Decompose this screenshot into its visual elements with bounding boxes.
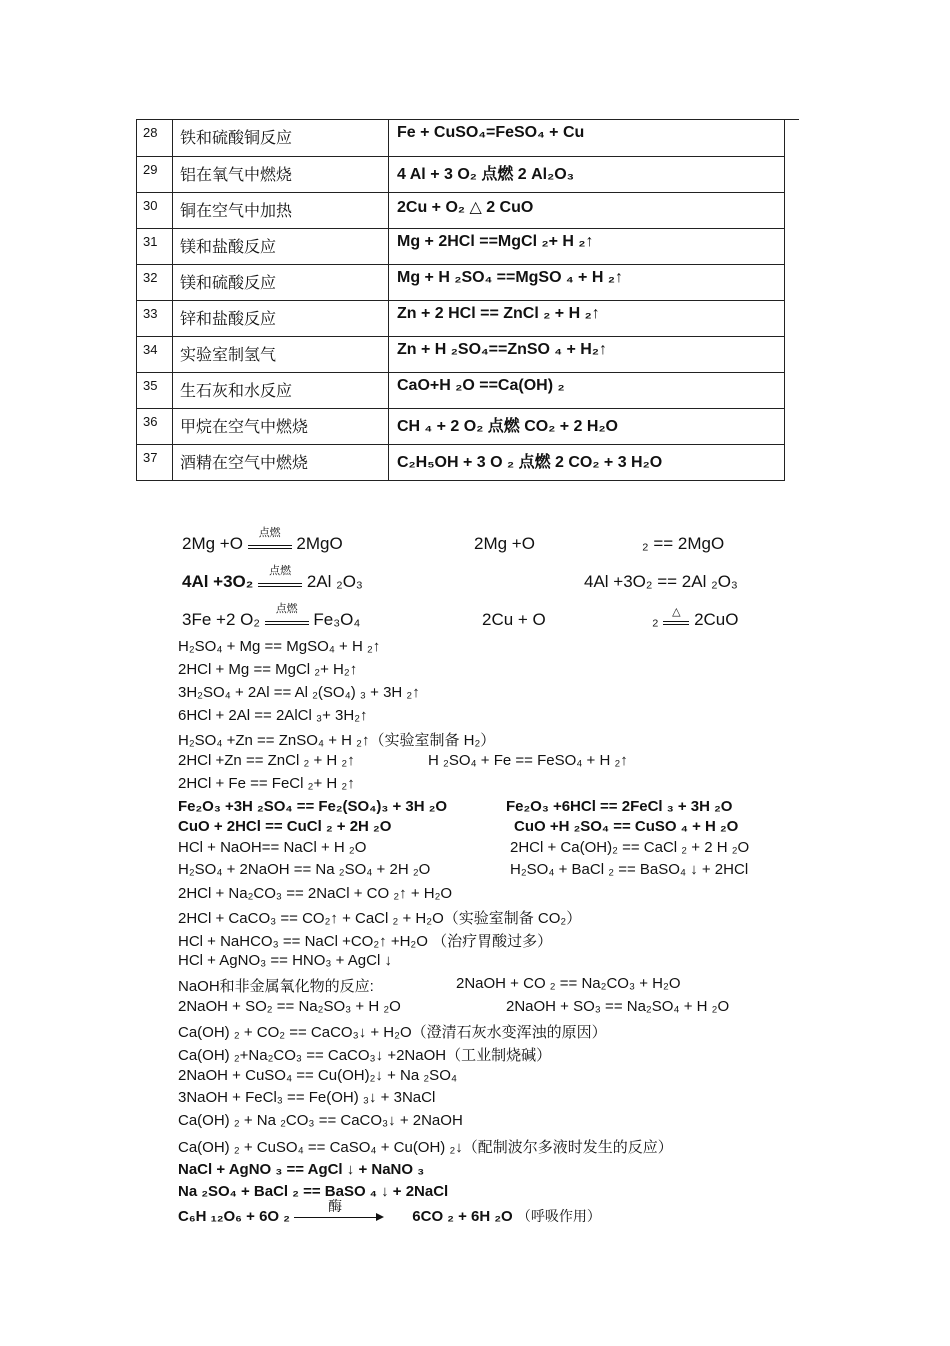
extra-cell [785, 228, 800, 264]
eq-line: 2HCl + Fe == FeCl ₂+ H ₂↑ [178, 775, 355, 792]
table-row [137, 408, 800, 444]
reaction-arrow [294, 1217, 382, 1218]
reaction-table [136, 119, 799, 481]
reaction-equation: 2Cu + O₂ △ 2 CuO [389, 192, 785, 228]
eq-line: H ₂SO₄ + Fe == FeSO₄ + H ₂↑ [428, 752, 628, 769]
eq-line: H₂SO₄ + BaCl ₂ == BaSO₄ ↓ + 2HCl [510, 861, 749, 878]
reaction-name: 铜在空气中加热 [173, 192, 389, 228]
extra-cell [785, 444, 800, 480]
eq-line: 3H₂SO₄ + 2Al == Al ₂(SO₄) ₃ + 3H ₂↑ [178, 684, 420, 701]
reaction-name: 甲烷在空气中燃烧 [173, 408, 389, 444]
extra-cell [785, 408, 800, 444]
reaction-equation: CH ₄ + 2 O₂ 点燃 CO₂ + 2 H₂O [389, 408, 785, 444]
eq-line: 2NaOH + CuSO₄ == Cu(OH)₂↓ + Na ₂SO₄ [178, 1067, 457, 1084]
table-row [137, 192, 800, 228]
extra-cell [785, 336, 800, 372]
reaction-equation: C₂H₅OH + 3 O ₂ 点燃 2 CO₂ + 3 H₂O [389, 444, 785, 480]
eq-line: NaCl + AgNO ₃ == AgCl ↓ + NaNO ₃ [178, 1161, 425, 1178]
reaction-equation: Mg + 2HCl ==MgCl ₂+ H ₂↑ [389, 228, 785, 264]
eq-line: H₂SO₄ +Zn == ZnSO₄ + H ₂↑（实验室制备 H₂） [178, 732, 496, 749]
extra-cell [785, 372, 800, 408]
table-row [137, 300, 800, 336]
table-row [137, 228, 800, 264]
eq-line: 2NaOH + SO₂ == Na₂SO₃ + H ₂O [178, 998, 401, 1015]
row-number: 29 [137, 156, 173, 192]
table-row [137, 120, 800, 157]
extra-cell [785, 156, 800, 192]
row-number: 35 [137, 372, 173, 408]
table-row [137, 372, 800, 408]
eq-line: CuO + 2HCl == CuCl ₂ + 2H ₂O [178, 818, 392, 835]
eq-line: 2HCl +Zn == ZnCl ₂ + H ₂↑ [178, 752, 355, 769]
row-number: 34 [137, 336, 173, 372]
row-number: 32 [137, 264, 173, 300]
reaction-name: 实验室制氢气 [173, 336, 389, 372]
reaction-name: 锌和盐酸反应 [173, 300, 389, 336]
eq-line: HCl + NaOH== NaCl + H ₂O [178, 839, 367, 856]
eq-line: 2NaOH + SO₃ == Na₂SO₄ + H ₂O [506, 998, 730, 1015]
heat-condition: △ [672, 606, 681, 618]
reaction-equation: Mg + H ₂SO₄ ==MgSO ₄ + H ₂↑ [389, 264, 785, 300]
eq-line: 2HCl + CaCO₃ == CO₂↑ + CaCl ₂ + H₂O（实验室制备 CO₂） [178, 910, 582, 927]
row-number: 30 [137, 192, 173, 228]
enzyme-condition: 酶 [328, 1199, 343, 1215]
eq-line: 2HCl + Na₂CO₃ == 2NaCl + CO ₂↑ + H₂O [178, 885, 453, 902]
reaction-name: 生石灰和水反应 [173, 372, 389, 408]
reaction-equation: CaO+H ₂O ==Ca(OH) ₂ [389, 372, 785, 408]
eq-line: HCl + AgNO₃ == HNO₃ + AgCl ↓ [178, 952, 392, 969]
reaction-equation: Fe + CuSO₄=FeSO₄ + Cu [389, 120, 785, 157]
table-row [137, 336, 800, 372]
eq-cu-o2-right: ₂ △ 2CuO [652, 606, 739, 629]
reaction-equation: Zn + H ₂SO₄==ZnSO ₄ + H₂↑ [389, 336, 785, 372]
extra-cell [785, 264, 800, 300]
eq-line: NaOH和非金属氧化物的反应: [178, 978, 374, 995]
eq-line: H₂SO₄ + 2NaOH == Na ₂SO₄ + 2H ₂O [178, 861, 431, 878]
eq-al-o2-alt: 4Al +3O₂ == 2Al ₂O₃ [584, 572, 738, 591]
eq-line: 2HCl + Mg == MgCl ₂+ H₂↑ [178, 661, 358, 678]
eq-line: Ca(OH) ₂ + CuSO₄ == CaSO₄ + Cu(OH) ₂↓（配制波尔多液时发生的反应） [178, 1139, 673, 1156]
eq-mg-o2-ignite: 2Mg +O 点燃 2MgO [182, 534, 343, 554]
row-number: 33 [137, 300, 173, 336]
eq-line: Ca(OH) ₂ + Na ₂CO₃ == CaCO₃↓ + 2NaOH [178, 1112, 463, 1129]
eq-line: 3NaOH + FeCl₃ == Fe(OH) ₃↓ + 3NaCl [178, 1089, 436, 1106]
reaction-name: 酒精在空气中燃烧 [173, 444, 389, 480]
row-number: 36 [137, 408, 173, 444]
table-row [137, 264, 800, 300]
extra-cell [785, 300, 800, 336]
eq-line: 6HCl + 2Al == 2AlCl ₃+ 3H₂↑ [178, 707, 368, 724]
eq-line: 2HCl + Ca(OH)₂ == CaCl ₂ + 2 H ₂O [510, 839, 750, 856]
table-row [137, 156, 800, 192]
eq-line: Fe₂O₃ +3H ₂SO₄ == Fe₂(SO₄)₃ + 3H ₂O [178, 798, 448, 815]
eq-line: Ca(OH) ₂ + CO₂ == CaCO₃↓ + H₂O（澄清石灰水变浑浊的原因） [178, 1024, 607, 1041]
table-row [137, 444, 800, 480]
reaction-name: 镁和盐酸反应 [173, 228, 389, 264]
eq-line: Ca(OH) ₂+Na₂CO₃ == CaCO₃↓ +2NaOH（工业制烧碱） [178, 1047, 552, 1064]
reaction-equation: 4 Al + 3 O₂ 点燃 2 Al₂O₃ [389, 156, 785, 192]
eq-respiration: C₆H ₁₂O₆ + 6O ₂ 酶 6CO ₂ + 6H ₂O （呼吸作用） [178, 1206, 601, 1226]
eq-al-o2-ignite: 4Al +3O₂ 点燃 2Al ₂O₃ [182, 565, 363, 591]
eq-line: Fe₂O₃ +6HCl == 2FeCl ₃ + 3H ₂O [506, 798, 733, 815]
ignite-condition: 点燃 [258, 527, 281, 539]
reaction-equation: Zn + 2 HCl == ZnCl ₂ + H ₂↑ [389, 300, 785, 336]
eq-fe-o2-ignite: 3Fe +2 O₂ 点燃 Fe₃O₄ [182, 603, 361, 629]
eq-line: 2NaOH + CO ₂ == Na₂CO₃ + H₂O [456, 975, 681, 992]
eq-line: HCl + NaHCO₃ == NaCl +CO₂↑ +H₂O （治疗胃酸过多） [178, 933, 553, 950]
eq-cu-o2: 2Cu + O [482, 610, 546, 629]
eq-line: Na ₂SO₄ + BaCl ₂ == BaSO ₄ ↓ + 2NaCl [178, 1183, 449, 1200]
row-number: 28 [137, 120, 173, 157]
extra-cell [785, 192, 800, 228]
extra-cell [785, 120, 800, 157]
reaction-name: 铝在氧气中燃烧 [173, 156, 389, 192]
row-number: 37 [137, 444, 173, 480]
eq-line: CuO +H ₂SO₄ == CuSO ₄ + H ₂O [514, 818, 739, 835]
row-number: 31 [137, 228, 173, 264]
reaction-name: 镁和硫酸反应 [173, 264, 389, 300]
eq-line: H₂SO₄ + Mg == MgSO₄ + H ₂↑ [178, 638, 381, 655]
eq-mg-o2-alt-right: ₂ == 2MgO [642, 534, 725, 553]
reaction-name: 铁和硫酸铜反应 [173, 120, 389, 157]
eq-mg-o2-alt: 2Mg +O [474, 534, 535, 553]
